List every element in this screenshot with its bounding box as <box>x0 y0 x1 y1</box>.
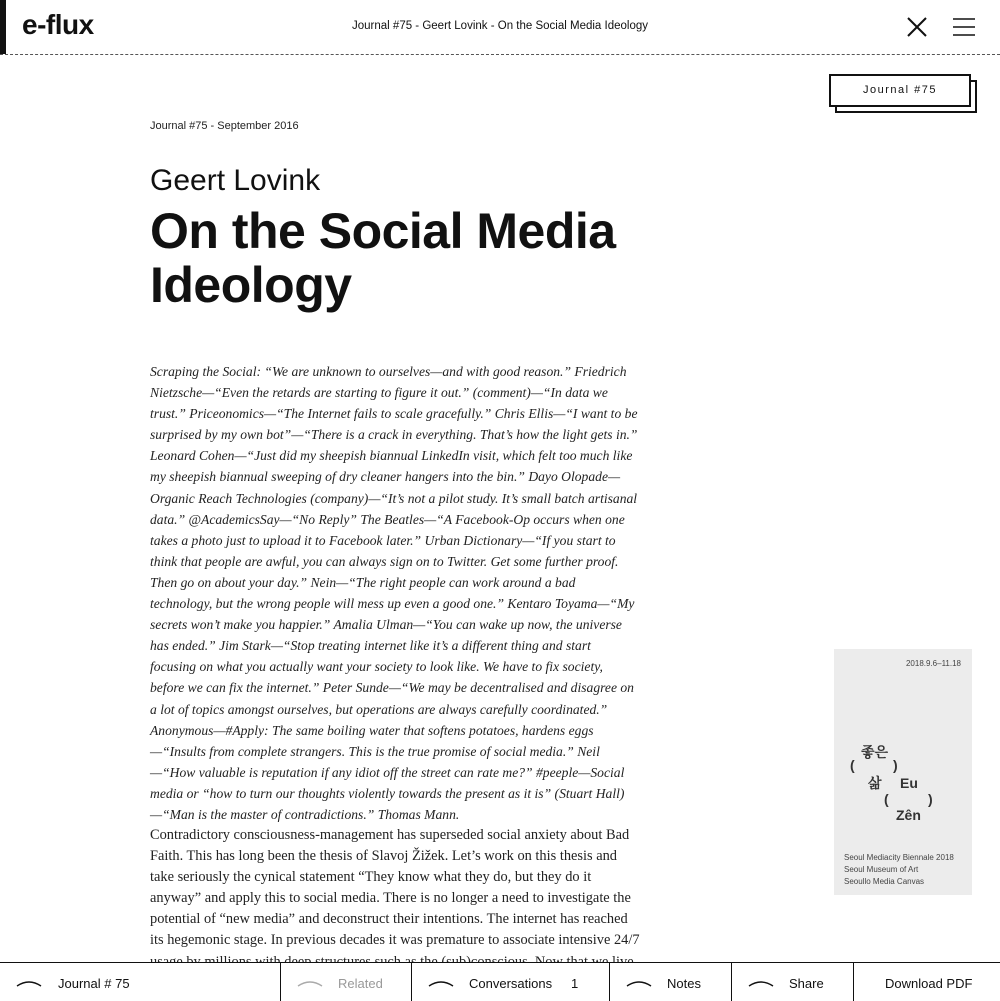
ad-art-text: ( <box>884 791 889 807</box>
conversations-count: 1 <box>571 976 579 991</box>
tab-conversations[interactable] <box>412 963 610 1001</box>
tab-related-label: Related <box>338 976 383 991</box>
tab-journal[interactable] <box>0 963 281 1001</box>
tab-related[interactable] <box>281 963 412 1001</box>
ad-art-text: ) <box>893 757 898 773</box>
ad-info-line: Seoullo Media Canvas <box>844 877 925 886</box>
ad-art-text: Zên <box>896 807 921 823</box>
journal-badge[interactable] <box>829 74 975 111</box>
article-epigraph: Scraping the Social: “We are unknown to ourselves—and with good reason.” Friedrich Nietzsche—“Even the retards are starting to figure it out.” (comment)—“In data we trust.” Priceonomics—“The Internet fails to scale gracefully.” Chris Ellis—“I want to be surprised by my own bot”—“There is a crack in everything. That’s how the light gets in.” Leonard Cohen—“Just did my sheepish biannual LinkedIn visit, which felt too much like my sheepish biannual sweeping of dry cleaner hangers into the bin.” Dayo Olopade—Organic Reach Technologies (company)—“It’s not a pilot study. It’s small batch artisanal data.” @AcademicsSay—“No Reply” The Beatles—“A Facebook-Op occurs when one takes a photo just to upload it to Facebook later.” Urban Dictionary—“If you start to think that people are awful, you can always sign on to Twitter. Get some further proof. Then go on about your day.” Nein—“The right people can work around a bad technology, but the wrong people will mess up even a good one.” Kentaro Toyama—“My secrets won’t make you happier.” Amalia Ulman—“You can wake up now, the universe has ended.” Jim Stark—“Stop treating internet like it’s a different thing and start focusing on what you actually want your society to look like. We have to fix society, before we can fix the internet.” Peter Sunde—“We may be decentralised and disagree on a lot of topics amongst ourselves, but operations are always carefully coordinated.” Anonymous—#Apply: The same boiling water that softens potatoes, hardens eggs—“Insults from complete strangers. This is the true promise of social media.” Neil—“How valuable is reputation if any idiot off the street can rate me?” #peeple—Social media or “how to turn our thoughts violently towards the present as it is” (Stuart Hall)—“Man is the master of contradictions.” Thomas Mann. <box>150 364 638 822</box>
close-icon[interactable] <box>906 16 928 38</box>
tab-conversations-label: Conversations <box>469 976 553 991</box>
header-title: Journal #75 - Geert Lovink - On the Social Media Ideology <box>352 20 648 32</box>
journal-badge-label[interactable]: Journal #75 <box>829 74 971 107</box>
tab-journal-label: Journal # 75 <box>58 976 130 991</box>
article-title: On the Social Media Ideology <box>150 203 616 313</box>
tab-share-label: Share <box>789 976 824 991</box>
tab-share[interactable] <box>732 963 854 1001</box>
article-paragraph: Contradictory consciousness-management has superseded social anxiety about Bad Faith. This has long been the thesis of Slavoj Žižek. Let’s work on this thesis and take seriously the cynical statement “They know what they do, but they do it anyway” and apply this to social media. There is no longer a need to investigate the potential of “new media” and deconstruct their intentions. The internet has reached its hegemonic stage. In previous decades it was premature to associate intensive 24/7 <box>150 827 640 949</box>
issue-line[interactable]: Journal #75 - September 2016 <box>150 120 299 132</box>
ad-art-text: Eu <box>900 775 918 791</box>
tab-notes-label: Notes <box>667 976 701 991</box>
chevron-up-icon <box>16 979 42 987</box>
advertisement-banner[interactable] <box>834 649 972 895</box>
bottom-toolbar <box>0 962 1000 1001</box>
tab-notes[interactable] <box>610 963 732 1001</box>
ad-dates: 2018.9.6–11.18 <box>905 659 961 668</box>
ad-art-text: 삶 <box>868 775 882 791</box>
ad-info-line: Seoul Mediacity Biennale 2018 <box>844 853 954 862</box>
ad-art-text: 좋은 <box>861 744 889 760</box>
chevron-up-icon <box>428 979 454 987</box>
download-pdf-button[interactable] <box>854 963 1000 1001</box>
ad-info <box>844 852 954 888</box>
author-name[interactable]: Geert Lovink <box>150 164 321 197</box>
top-header <box>0 0 1000 55</box>
ad-art-text: ) <box>928 791 933 807</box>
ad-art-text: ( <box>850 757 855 773</box>
download-pdf-label: Download PDF <box>885 976 973 991</box>
chevron-up-icon <box>748 979 774 987</box>
chevron-up-icon <box>626 979 652 987</box>
chevron-up-icon <box>297 979 323 987</box>
ad-artwork <box>844 737 964 829</box>
menu-icon[interactable] <box>952 17 976 37</box>
logo[interactable]: e-flux <box>22 9 94 40</box>
ad-info-line: Seoul Museum of Art <box>844 865 919 874</box>
